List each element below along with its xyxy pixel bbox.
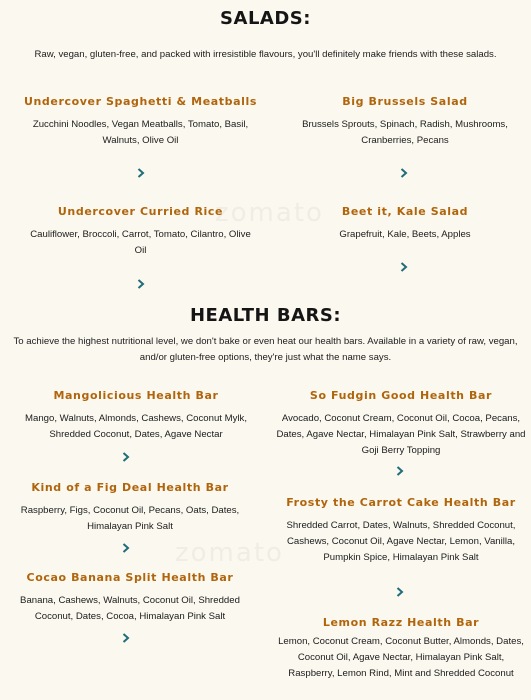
chevron-right-icon[interactable]	[137, 168, 145, 178]
item-desc: Brussels Sprouts, Spinach, Radish, Mushrooms, Cranberries, Pecans	[302, 119, 508, 146]
menu-item	[10, 389, 262, 443]
item-title: Frosty the Carrot Cake Health Bar	[286, 496, 516, 509]
menu-item	[276, 616, 526, 682]
chevron-right-icon[interactable]	[396, 587, 404, 597]
chevron-right-icon[interactable]	[400, 168, 408, 178]
salads-heading: SALADS:	[220, 8, 311, 29]
salads-intro: Raw, vegan, gluten-free, and packed with irresistible flavours, you'll definitely make friends with these salads.	[34, 49, 497, 60]
item-title: Undercover Spaghetti & Meatballs	[23, 95, 258, 108]
menu-item	[18, 205, 263, 259]
item-desc: Cauliflower, Broccoli, Carrot, Tomato, Cilantro, Olive Oil	[30, 229, 251, 256]
chevron-right-icon[interactable]	[122, 452, 130, 462]
health-bars-intro: To achieve the highest nutritional level, we don't bake or even heat our health bars. Available in a variety of raw, vegan, and/or gluten-free options, they're just what the name says.	[13, 336, 518, 363]
chevron-right-icon[interactable]	[396, 466, 404, 476]
menu-item	[18, 95, 263, 149]
item-desc: Grapefruit, Kale, Beets, Apples	[339, 229, 471, 240]
item-desc: Lemon, Coconut Cream, Coconut Butter, Almonds, Dates, Coconut Oil, Agave Nectar, Himalayan Pink Salt, Raspberry, Lemon Rind, Mint and Shredded Coconut	[278, 636, 524, 679]
item-title: So Fudgin Good Health Bar	[309, 389, 493, 402]
menu-item	[285, 95, 525, 149]
chevron-right-icon[interactable]	[137, 279, 145, 289]
item-desc: Shredded Carrot, Dates, Walnuts, Shredded Coconut, Cashews, Coconut Oil, Agave Nectar, Lemon, Vanilla, Pumpkin Spice, Himalayan Pink Salt	[286, 520, 516, 563]
item-title: Beet it, Kale Salad	[341, 205, 469, 218]
chevron-right-icon[interactable]	[400, 262, 408, 272]
item-title: Mangolicious Health Bar	[53, 389, 219, 402]
item-desc: Banana, Cashews, Walnuts, Coconut Oil, Shredded Coconut, Dates, Cocoa, Himalayan Pink Salt	[20, 595, 240, 622]
menu-item	[276, 389, 526, 459]
watermark: zomato	[215, 198, 324, 228]
item-title: Big Brussels Salad	[342, 95, 468, 108]
chevron-right-icon[interactable]	[122, 543, 130, 553]
item-title: Kind of a Fig Deal Health Bar	[31, 481, 229, 494]
watermark: zomato	[175, 538, 284, 568]
health-bars-heading: HEALTH BARS:	[189, 305, 342, 326]
item-desc: Raspberry, Figs, Coconut Oil, Pecans, Oats, Dates, Himalayan Pink Salt	[20, 505, 240, 532]
item-desc: Avocado, Coconut Cream, Coconut Oil, Cocoa, Pecans, Dates, Agave Nectar, Himalayan Pink Salt, Strawberry and Goji Berry Topping	[276, 413, 526, 456]
menu-item	[276, 496, 526, 566]
menu-item	[4, 571, 256, 625]
item-desc: Mango, Walnuts, Almonds, Cashews, Coconut Mylk, Shredded Coconut, Dates, Agave Nectar	[25, 413, 247, 440]
item-title: Cocao Banana Split Health Bar	[26, 571, 234, 584]
item-title: Undercover Curried Rice	[57, 205, 224, 218]
menu-item	[285, 205, 525, 243]
item-title: Lemon Razz Health Bar	[322, 616, 480, 629]
item-desc: Zucchini Noodles, Vegan Meatballs, Tomato, Basil, Walnuts, Olive Oil	[32, 119, 249, 146]
chevron-right-icon[interactable]	[122, 633, 130, 643]
menu-item	[4, 481, 256, 535]
